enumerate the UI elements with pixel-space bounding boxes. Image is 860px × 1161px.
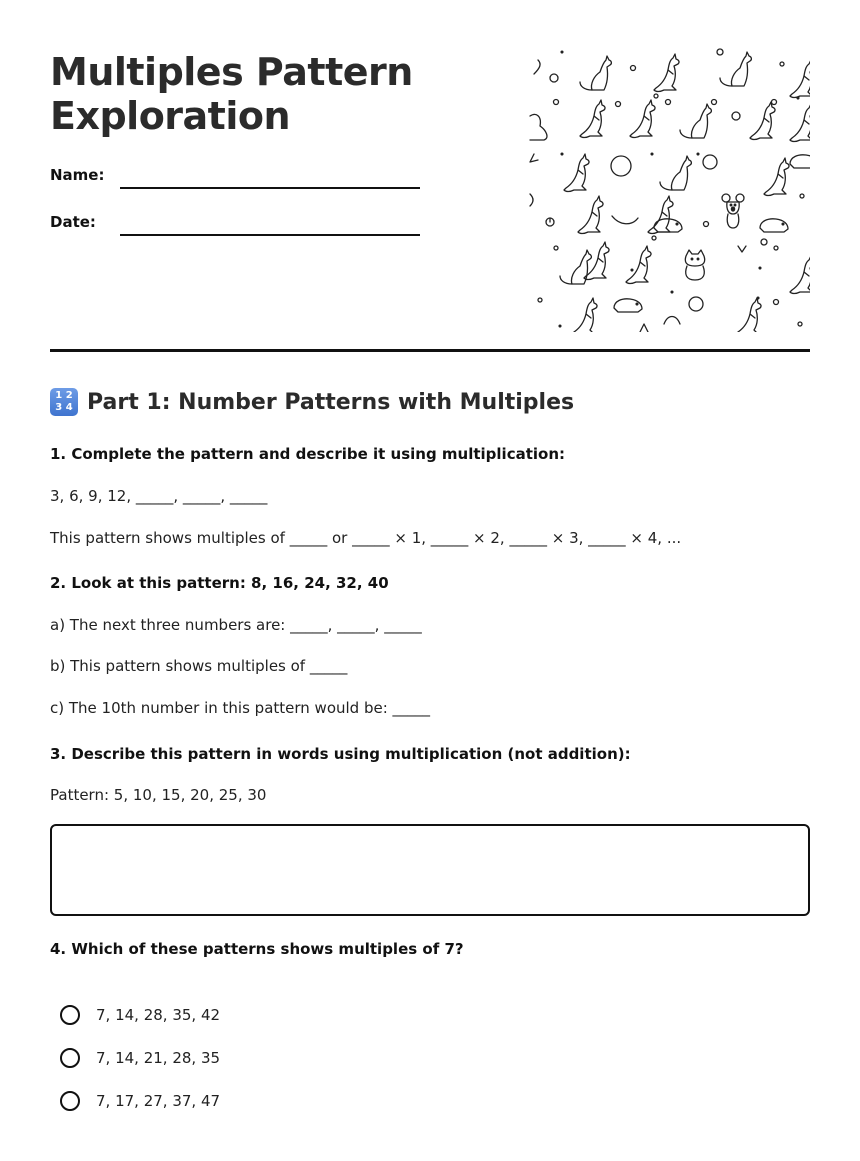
radio-button[interactable]: [60, 1048, 80, 1068]
question-3-pattern: Pattern: 5, 10, 15, 20, 25, 30: [50, 786, 267, 804]
question-2b: b) This pattern shows multiples of _____: [50, 657, 348, 675]
radio-button[interactable]: [60, 1091, 80, 1111]
title-line-2: Exploration: [50, 94, 291, 138]
option-label: 7, 14, 28, 35, 42: [96, 1006, 221, 1024]
question-4-option-2[interactable]: [60, 1048, 220, 1068]
australian-animals-pattern-icon: [528, 46, 810, 332]
question-2a: a) The next three numbers are: _____, _____, _____: [50, 616, 422, 634]
option-label: 7, 17, 27, 37, 47: [96, 1092, 221, 1110]
option-label: 7, 14, 21, 28, 35: [96, 1049, 221, 1067]
date-label: Date:: [50, 213, 96, 231]
question-3-answer-box[interactable]: [50, 824, 810, 916]
name-field[interactable]: [120, 187, 420, 189]
part-1-heading: [50, 388, 574, 416]
question-2-prompt: 2. Look at this pattern: 8, 16, 24, 32, 40: [50, 574, 389, 592]
date-field[interactable]: [120, 234, 420, 236]
worksheet-title: [50, 50, 490, 138]
title-line-1: Multiples Pattern: [50, 50, 413, 94]
name-label: Name:: [50, 166, 105, 184]
keycap-1234-icon: 1 2 3 4: [50, 388, 78, 416]
header-divider: [50, 349, 810, 352]
question-4-option-1[interactable]: [60, 1005, 220, 1025]
radio-button[interactable]: [60, 1005, 80, 1025]
question-2c: c) The 10th number in this pattern would be: _____: [50, 699, 431, 717]
question-1-description: This pattern shows multiples of _____ or _____ × 1, _____ × 2, _____ × 3, _____ × 4, ...: [50, 529, 682, 547]
question-3-prompt: 3. Describe this pattern in words using multiplication (not addition):: [50, 745, 631, 763]
question-4-option-3[interactable]: [60, 1091, 220, 1111]
question-1-pattern: 3, 6, 9, 12, _____, _____, _____: [50, 487, 268, 505]
question-1-prompt: 1. Complete the pattern and describe it using multiplication:: [50, 445, 566, 463]
part-1-title: Part 1: Number Patterns with Multiples: [87, 389, 575, 415]
question-4-prompt: 4. Which of these patterns shows multiples of 7?: [50, 940, 464, 958]
